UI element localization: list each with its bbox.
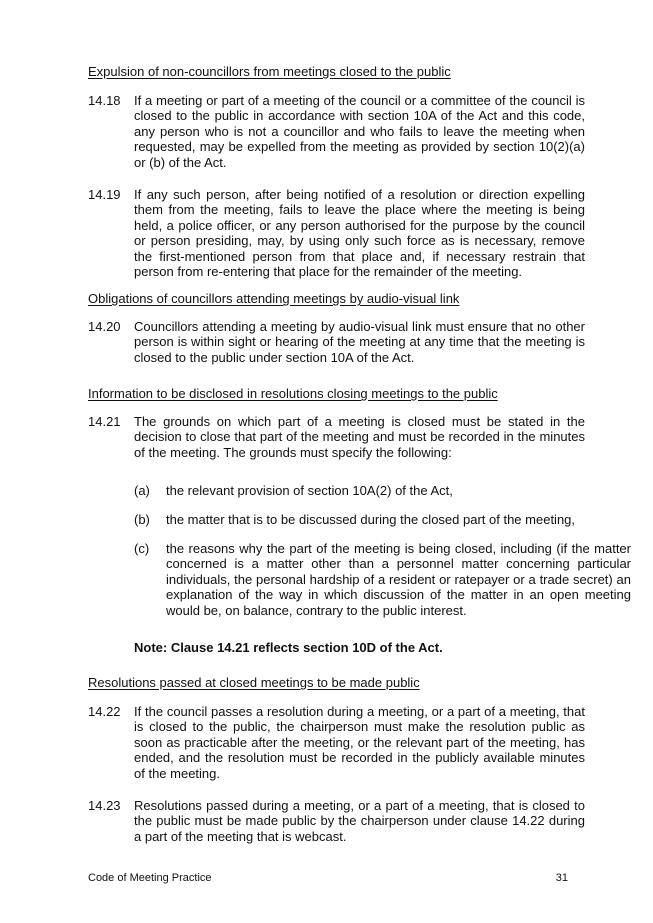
clause-number: 14.21 (88, 414, 121, 429)
clause-text: If any such person, after being notified of a resolution or direction expelling them from the meeting, fails to leave the place where the meeting is being held, a police officer, or any person authorised for the purpose by the council or person presiding, may, by using only such force as is necessary, remove the first-mentioned person from that place and, if necessary restrain that person from re-entering that place for the remainder of the meeting. (134, 187, 585, 280)
clause-14-23 (88, 798, 585, 844)
section-heading: Obligations of councillors attending meetings by audio-visual link (88, 291, 460, 306)
clause-number: 14.22 (88, 704, 121, 719)
sub-item-text: the relevant provision of section 10A(2) of the Act, (166, 483, 453, 498)
clause-note: Note: Clause 14.21 reflects section 10D of the Act. (134, 640, 443, 655)
sub-item-text: the matter that is to be discussed during the closed part of the meeting, (166, 512, 576, 527)
sub-item-b (134, 512, 631, 527)
section-heading: Resolutions passed at closed meetings to be made public (88, 675, 420, 690)
clause-text: Resolutions passed during a meeting, or a part of a meeting, that is closed to the public must be made public by the chairperson under clause 14.22 during a part of the meeting that is webcast. (134, 798, 585, 844)
section-heading: Information to be disclosed in resolutions closing meetings to the public (88, 386, 498, 401)
sub-item-a (134, 483, 631, 498)
clause-14-22 (88, 704, 585, 781)
sub-item-label: (a) (134, 483, 150, 498)
clause-number: 14.20 (88, 319, 121, 334)
clause-14-21 (88, 414, 585, 460)
clause-text: The grounds on which part of a meeting is closed must be stated in the decision to close that part of the meeting and must be recorded in the minutes of the meeting. The grounds must specify the following: (134, 414, 585, 460)
sub-item-label: (b) (134, 512, 150, 527)
footer-title: Code of Meeting Practice (88, 872, 212, 884)
sub-item-label: (c) (134, 541, 150, 556)
sub-item-c (134, 541, 631, 618)
sub-item-text: the reasons why the part of the meeting is being closed, including (if the matter concerned is a matter other than a personnel matter concerning particular individuals, the personal hardship of a resident or ratepayer or a trade secret) an explanation of the way in which discussion of the matter in an open meeting would be, on balance, contrary to the public interest. (166, 541, 631, 618)
clause-number: 14.23 (88, 798, 121, 813)
clause-14-20 (88, 319, 585, 365)
page-number: 31 (555, 872, 568, 884)
clause-text: If a meeting or part of a meeting of the council or a committee of the council is closed to the public in accordance with section 10A of the Act and this code, any person who is not a councillor and who fails to leave the meeting when requested, may be expelled from the meeting as provided by section 10(2)(a) or (b) of the Act. (134, 93, 585, 170)
clause-text: Councillors attending a meeting by audio-visual link must ensure that no other person is within sight or hearing of the meeting at any time that the meeting is closed to the public under section 10A of the Act. (134, 319, 585, 365)
clause-number: 14.19 (88, 187, 121, 202)
section-heading: Expulsion of non-councillors from meetings closed to the public (88, 64, 451, 79)
clause-text: If the council passes a resolution during a meeting, or a part of a meeting, that is closed to the public, the chairperson must make the resolution public as soon as practicable after the meeting, or the relevant part of the meeting, has ended, and the resolution must be recorded in the publicly available minutes of the meeting. (134, 704, 585, 781)
clause-14-18 (88, 93, 585, 170)
page-footer (88, 871, 568, 886)
clause-number: 14.18 (88, 93, 121, 108)
clause-14-19 (88, 187, 585, 279)
